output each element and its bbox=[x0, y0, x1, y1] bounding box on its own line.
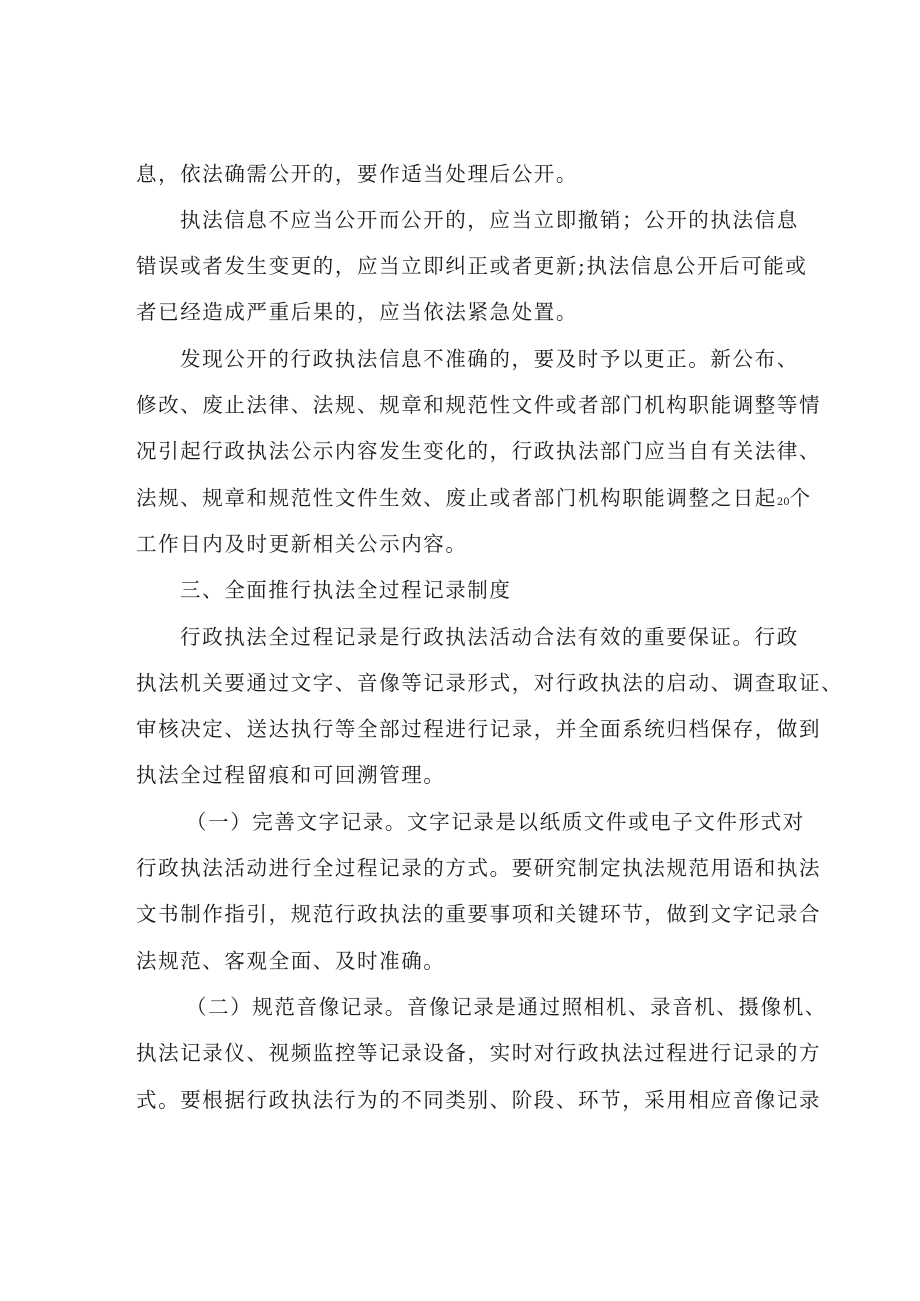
text-line: 者已经造成严重后果的，应当依法紧急处置。 bbox=[136, 300, 578, 324]
text-line: 审核决定、送达执行等全部过程进行记录，并全面系统归档保存，做到 bbox=[136, 717, 822, 741]
text-line bbox=[136, 478, 812, 518]
day-count-number: 20 bbox=[776, 497, 790, 508]
text-line: 发现公开的行政执法信息不准确的，要及时予以更正。新公布、 bbox=[180, 347, 799, 371]
text-line: 行政执法活动进行全过程记录的方式。要研究制定执法规范用语和执法 bbox=[136, 856, 822, 880]
text-line: 况引起行政执法公示内容发生变化的，行政执法部门应当自有关法律、 bbox=[136, 439, 822, 463]
text-line: 工作日内及时更新相关公示内容。 bbox=[136, 532, 468, 556]
section-heading: 三、全面推行执法全过程记录制度 bbox=[180, 578, 512, 602]
text-line: 执法记录仪、视频监控等记录设备，实时对行政执法过程进行记录的方 bbox=[136, 1041, 822, 1065]
text-line: 行政执法全过程记录是行政执法活动合法有效的重要保证。行政 bbox=[180, 625, 799, 649]
text-line: 错误或者发生变更的，应当立即纠正或者更新;执法信息公开后可能或 bbox=[136, 254, 808, 278]
text-line-main: 法规、规章和规范性文件生效、废止或者部门机构职能调整之日起 bbox=[136, 486, 777, 510]
text-line: 式。要根据行政执法行为的不同类别、阶段、环节，采用相应音像记录 bbox=[136, 1088, 822, 1112]
text-line: 执法信息不应当公开而公开的，应当立即撤销；公开的执法信息 bbox=[180, 208, 799, 232]
text-line: 息，依法确需公开的，要作适当处理后公开。 bbox=[136, 162, 578, 186]
text-line: （一）完善文字记录。文字记录是以纸质文件或电子文件形式对 bbox=[186, 810, 805, 834]
text-line-suffix: 个 bbox=[789, 486, 812, 510]
text-line: 执法全过程留痕和可回溯管理。 bbox=[136, 763, 446, 787]
text-line: 执法机关要通过文字、音像等记录形式，对行政执法的启动、调查取证、 bbox=[136, 671, 844, 695]
text-line: 法规范、客观全面、及时准确。 bbox=[136, 949, 446, 973]
text-line: 修改、废止法律、法规、规章和规范性文件或者部门机构职能调整等情 bbox=[136, 393, 822, 417]
text-line: 文书制作指引，规范行政执法的重要事项和关键环节，做到文字记录合 bbox=[136, 902, 822, 926]
text-line: （二）规范音像记录。音像记录是通过照相机、录音机、摄像机、 bbox=[186, 995, 827, 1019]
